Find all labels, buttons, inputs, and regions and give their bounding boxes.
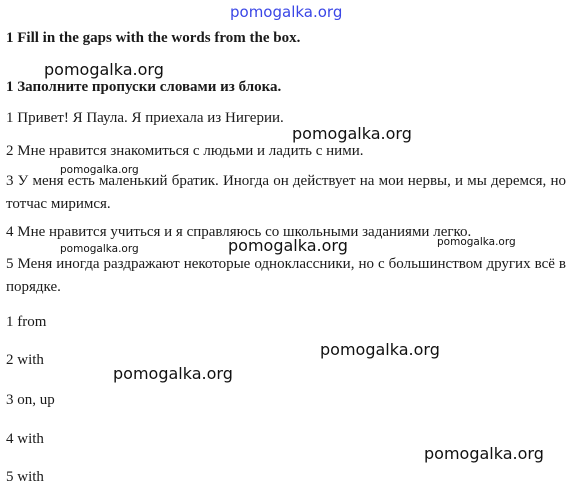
sentence-3: 3 У меня есть маленький братик. Иногда он действует на мои нервы, и мы деремся, но тотчас миримся. bbox=[6, 173, 566, 212]
watermark: pomogalka.org bbox=[437, 236, 516, 248]
watermark: pomogalka.org bbox=[113, 364, 233, 383]
task-heading-ru: 1 Заполните пропуски словами из блока. bbox=[6, 79, 282, 95]
answer-3: 3 on, up bbox=[6, 392, 55, 408]
sentence-4: 4 Мне нравится учиться и я справляюсь со школьными заданиями легко. bbox=[6, 224, 472, 240]
watermark: pomogalka.org bbox=[228, 236, 348, 255]
watermark: pomogalka.org bbox=[320, 340, 440, 359]
watermark: pomogalka.org bbox=[60, 164, 139, 176]
answer-2: 2 with bbox=[6, 352, 44, 368]
watermark: pomogalka.org bbox=[60, 243, 139, 255]
watermark: pomogalka.org bbox=[44, 60, 164, 79]
watermark-top: pomogalka.org bbox=[230, 3, 343, 21]
task-heading-en: 1 Fill in the gaps with the words from the box. bbox=[6, 30, 301, 46]
watermark: pomogalka.org bbox=[292, 124, 412, 143]
watermark: pomogalka.org bbox=[424, 444, 544, 463]
sentence-2: 2 Мне нравится знакомиться с людьми и ладить с ними. bbox=[6, 143, 364, 159]
sentence-5: 5 Меня иногда раздражают некоторые одноклассники, но с большинством других всё в порядке. bbox=[6, 256, 566, 295]
answer-5: 5 with bbox=[6, 469, 44, 485]
answer-4: 4 with bbox=[6, 431, 44, 447]
answer-1: 1 from bbox=[6, 314, 47, 330]
sentence-1: 1 Привет! Я Паула. Я приехала из Нигерии. bbox=[6, 110, 284, 126]
